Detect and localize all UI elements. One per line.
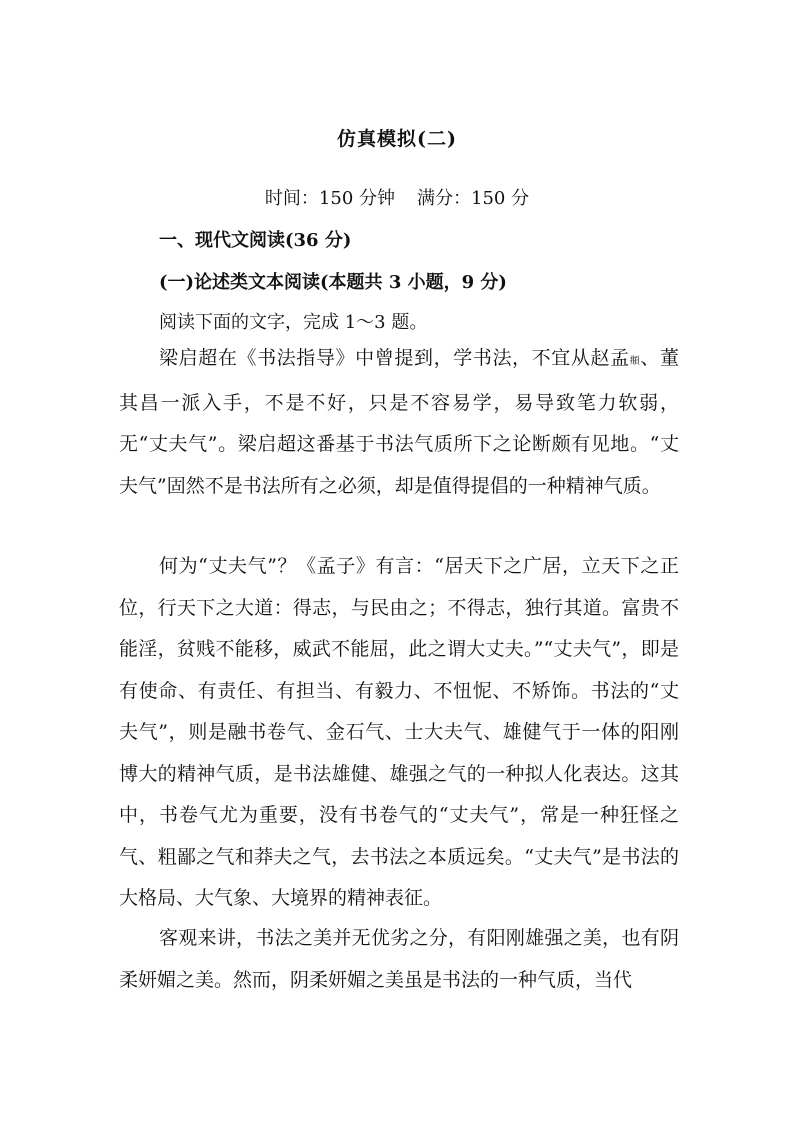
reading-instruction: 阅读下面的文字，完成 1～3 题。 (159, 312, 428, 333)
section-heading: 一、现代文阅读(36 分) (159, 230, 352, 251)
subsection-heading: (一)论述类文本阅读(本题共 3 小题，9 分) (159, 272, 507, 293)
paragraph-1-small-char: 頫 (629, 356, 641, 367)
paragraph-3: 客观来讲，书法之美并无优劣之分，有阳刚雄强之美，也有阴柔妍媚之美。然而，阴柔妍媚之美虽是书法的一种气质，当代 (119, 927, 679, 991)
full-score: 满分：150 分 (417, 188, 530, 209)
document-title: 仿真模拟(二) (337, 128, 457, 150)
exam-meta (0, 184, 794, 210)
paragraph-1-rest: 、董其昌一派入手，不是不好，只是不容易学，易导致笔力软弱，无“丈夫气”。梁启超这番基于书法气质所下之论断颇有见地。“丈夫气”固然不是书法所有之必须，却是值得提倡的一种精神气质。 (119, 347, 679, 497)
paragraph-1-main: 梁启超在《书法指导》中曾提到，学书法，不宜从赵孟 (159, 347, 630, 369)
paragraph-2: 何为“丈夫气”？《孟子》有言：“居天下之广居，立天下之正位，行天下之大道：得志，与民由之；不得志，独行其道。富贵不能淫，贫贱不能移，威武不能屈，此之谓大丈夫。”“丈夫气”，即是有使命、有责任、有担当、有毅力、不忸怩、不矫饰。书法的“丈夫气”，则是融书卷气、金石气、士大夫气、雄健气于一体的阳刚博大的精神气质，是书法雄健、雄强之气的一种拟人化表达。这其中，书卷气尤为重要，没有书卷气的“丈夫气”，常是一种狂怪之气、粗鄙之气和莽夫之气，去书法之本质远矣。“丈夫气”是书法的大格局、大气象、大境界的精神表征。 (119, 555, 679, 909)
paragraph-1 (119, 338, 679, 507)
time-limit: 时间：150 分钟 (264, 188, 395, 209)
